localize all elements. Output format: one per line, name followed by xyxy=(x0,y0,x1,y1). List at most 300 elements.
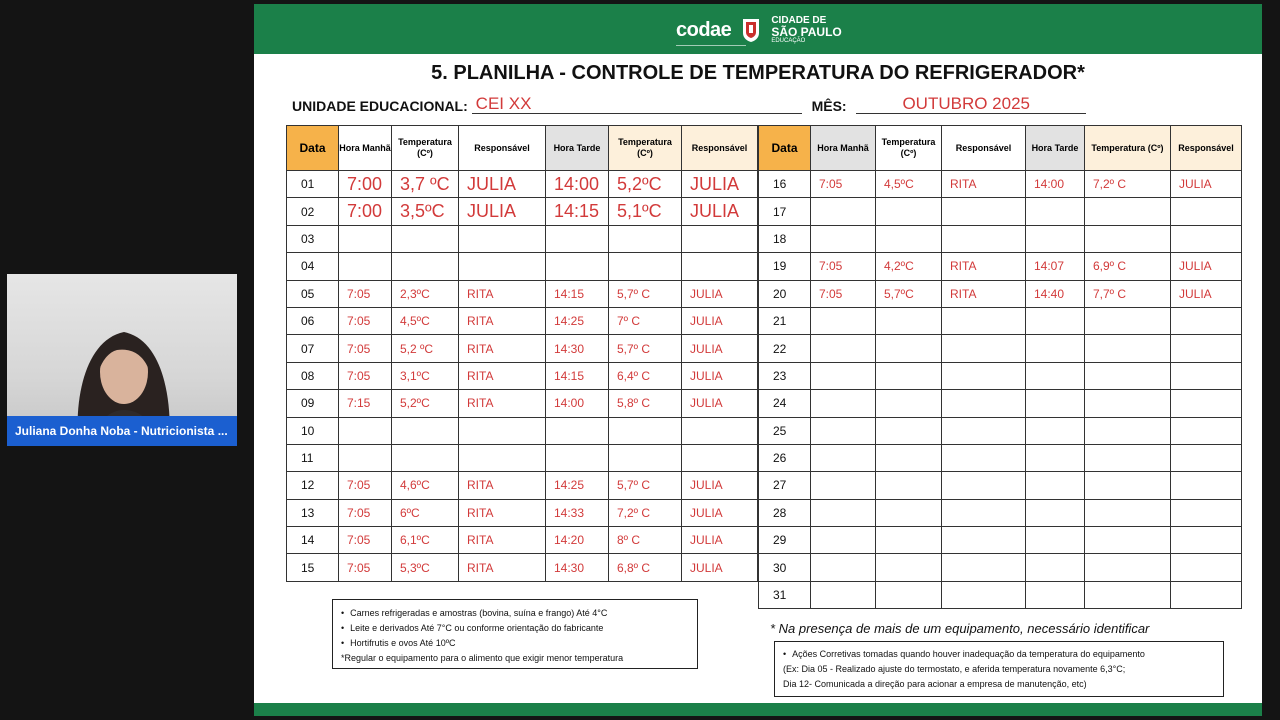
handwritten-entry xyxy=(1171,369,1179,383)
handwritten-entry: 6,8º C xyxy=(617,560,651,575)
handwritten-entry xyxy=(1026,314,1034,328)
handwritten-entry: 2,3ºC xyxy=(400,286,430,301)
cell-day: 30 xyxy=(759,554,811,581)
handwritten-entry: 6,9º C xyxy=(1093,259,1127,274)
cell-responsavel-tarde xyxy=(1171,335,1242,362)
handwritten-entry xyxy=(459,259,467,273)
participant-name-tag: Juliana Donha Noba - Nutricionista ... xyxy=(7,416,237,446)
cell-responsavel-manha xyxy=(942,171,1026,198)
cell-hora-manha xyxy=(811,253,876,280)
cell-responsavel-tarde xyxy=(1171,390,1242,417)
col-responsavel-manha: Responsável xyxy=(942,126,1026,171)
cell-hora-tarde xyxy=(546,472,609,499)
cell-temperatura-manha xyxy=(876,417,942,444)
handwritten-entry: 5,3ºC xyxy=(400,560,430,575)
legend-item: • Leite e derivados Até 7°C ou conforme orientação do fabricante xyxy=(341,621,689,636)
cell-day: 23 xyxy=(759,362,811,389)
handwritten-entry xyxy=(609,451,617,465)
handwritten-entry: 7:05 xyxy=(347,560,371,575)
unit-value: CEI XX xyxy=(475,94,532,113)
col-data: Data xyxy=(759,126,811,171)
cell-responsavel-tarde xyxy=(682,527,758,554)
handwritten-entry: 7:05 xyxy=(347,314,371,329)
handwritten-entry: JULIA xyxy=(690,533,723,548)
cell-hora-manha xyxy=(811,527,876,554)
cell-responsavel-tarde xyxy=(1171,253,1242,280)
handwritten-entry xyxy=(876,561,884,575)
handwritten-entry: 6,4º C xyxy=(617,368,651,383)
cell-responsavel-manha xyxy=(459,198,546,225)
handwritten-entry: 3,1ºC xyxy=(400,368,430,383)
cell-hora-manha xyxy=(811,171,876,198)
handwritten-entry: 5,2ºC xyxy=(617,173,662,194)
cell-temperatura-tarde xyxy=(609,390,682,417)
cell-hora-tarde xyxy=(546,335,609,362)
handwritten-entry xyxy=(942,451,950,465)
handwritten-entry: 7:05 xyxy=(347,368,371,383)
handwritten-entry xyxy=(876,451,884,465)
handwritten-entry: 5,7ºC xyxy=(884,286,914,301)
cell-hora-manha xyxy=(339,362,392,389)
cell-hora-tarde xyxy=(1026,307,1085,334)
cell-hora-tarde xyxy=(546,253,609,280)
handwritten-entry: RITA xyxy=(467,396,494,411)
handwritten-entry xyxy=(1171,451,1179,465)
cell-temperatura-tarde xyxy=(1085,225,1171,252)
cell-day: 12 xyxy=(287,472,339,499)
cell-responsavel-manha xyxy=(942,472,1026,499)
cell-responsavel-manha xyxy=(942,198,1026,225)
cell-hora-manha xyxy=(339,171,392,198)
codae-logo-underline xyxy=(676,45,746,48)
handwritten-entry: 7:05 xyxy=(347,341,371,356)
cell-temperatura-tarde xyxy=(609,499,682,526)
handwritten-entry: 14:15 xyxy=(554,368,585,383)
col-hora-manha: Hora Manhã xyxy=(339,126,392,171)
handwritten-entry: JULIA xyxy=(690,478,723,493)
cell-day: 18 xyxy=(759,225,811,252)
cell-temperatura-tarde xyxy=(609,362,682,389)
handwritten-entry: JULIA xyxy=(690,505,723,520)
handwritten-entry: 5,7º C xyxy=(617,478,651,493)
handwritten-entry xyxy=(682,451,690,465)
cell-temperatura-manha xyxy=(392,225,459,252)
cell-temperatura-tarde xyxy=(609,527,682,554)
handwritten-entry xyxy=(811,424,819,438)
handwritten-entry xyxy=(609,259,617,273)
handwritten-entry: JULIA xyxy=(690,173,740,194)
handwritten-entry xyxy=(942,232,950,246)
cell-day: 06 xyxy=(287,307,339,334)
handwritten-entry xyxy=(1026,369,1034,383)
cell-temperatura-tarde xyxy=(1085,280,1171,307)
cell-hora-tarde xyxy=(546,417,609,444)
handwritten-entry xyxy=(459,424,467,438)
handwritten-entry xyxy=(942,424,950,438)
col-responsavel-tarde: Responsável xyxy=(682,126,758,171)
col-temperatura-tarde: Temperatura (Cº) xyxy=(1085,126,1171,171)
cell-temperatura-tarde xyxy=(609,307,682,334)
cell-temperatura-manha xyxy=(876,390,942,417)
handwritten-entry xyxy=(811,478,819,492)
cell-responsavel-manha xyxy=(459,390,546,417)
handwritten-entry xyxy=(1171,561,1179,575)
handwritten-entry: 4,6ºC xyxy=(400,478,430,493)
cell-temperatura-tarde xyxy=(1085,444,1171,471)
cell-temperatura-manha xyxy=(392,417,459,444)
handwritten-entry: JULIA xyxy=(1179,286,1212,301)
cell-hora-tarde xyxy=(1026,554,1085,581)
document-header-bar xyxy=(254,4,1262,54)
cell-responsavel-manha xyxy=(459,171,546,198)
cell-hora-manha xyxy=(811,390,876,417)
cell-hora-manha xyxy=(811,554,876,581)
handwritten-entry xyxy=(1085,533,1093,547)
handwritten-entry xyxy=(1171,396,1179,410)
handwritten-entry xyxy=(1085,561,1093,575)
handwritten-entry xyxy=(876,396,884,410)
cell-hora-manha xyxy=(811,198,876,225)
handwritten-entry: RITA xyxy=(467,368,494,383)
cell-responsavel-manha xyxy=(942,307,1026,334)
handwritten-entry xyxy=(1026,533,1034,547)
handwritten-entry: JULIA xyxy=(690,368,723,383)
cell-hora-manha xyxy=(339,280,392,307)
cell-day: 07 xyxy=(287,335,339,362)
handwritten-entry: RITA xyxy=(467,478,494,493)
cell-temperatura-manha xyxy=(392,499,459,526)
handwritten-entry xyxy=(1171,478,1179,492)
table-row xyxy=(287,472,758,499)
handwritten-entry xyxy=(1085,396,1093,410)
table-row xyxy=(287,554,758,581)
cell-day: 27 xyxy=(759,472,811,499)
cell-responsavel-manha xyxy=(459,472,546,499)
unit-field xyxy=(472,94,802,114)
cell-hora-tarde xyxy=(1026,198,1085,225)
handwritten-entry xyxy=(1171,506,1179,520)
table-row xyxy=(287,527,758,554)
table-row xyxy=(759,362,1242,389)
cell-hora-tarde xyxy=(546,554,609,581)
cell-hora-tarde xyxy=(546,225,609,252)
cell-hora-tarde xyxy=(1026,417,1085,444)
handwritten-entry xyxy=(1085,506,1093,520)
cell-responsavel-manha xyxy=(942,499,1026,526)
cell-responsavel-tarde xyxy=(682,307,758,334)
col-responsavel-tarde: Responsável xyxy=(1171,126,1242,171)
cell-hora-tarde xyxy=(1026,499,1085,526)
cell-hora-tarde xyxy=(546,171,609,198)
handwritten-entry: 14:15 xyxy=(554,201,600,222)
temperature-table-left xyxy=(286,125,758,582)
cell-temperatura-tarde xyxy=(1085,581,1171,608)
cell-responsavel-tarde xyxy=(682,225,758,252)
handwritten-entry xyxy=(1085,232,1093,246)
cell-responsavel-tarde xyxy=(682,171,758,198)
table-row xyxy=(287,280,758,307)
month-label: MÊS: xyxy=(811,98,847,114)
handwritten-entry xyxy=(942,205,950,219)
handwritten-entry: 4,5ºC xyxy=(400,314,430,329)
handwritten-entry xyxy=(1026,478,1034,492)
cell-responsavel-tarde xyxy=(1171,554,1242,581)
handwritten-entry: 14:25 xyxy=(554,478,585,493)
handwritten-entry: 7º C xyxy=(617,314,641,329)
handwritten-entry xyxy=(1171,588,1179,602)
cell-temperatura-manha xyxy=(876,362,942,389)
handwritten-entry xyxy=(1171,342,1179,356)
cell-temperatura-tarde xyxy=(1085,253,1171,280)
cell-temperatura-tarde xyxy=(1085,390,1171,417)
legend-item: • Hortifrutis e ovos Até 10ºC xyxy=(341,636,689,651)
cell-responsavel-manha xyxy=(459,362,546,389)
handwritten-entry xyxy=(339,232,347,246)
handwritten-entry xyxy=(339,424,347,438)
handwritten-entry xyxy=(1085,478,1093,492)
col-data: Data xyxy=(287,126,339,171)
cell-hora-manha xyxy=(811,280,876,307)
cell-hora-tarde xyxy=(546,499,609,526)
col-temperatura-manha: Temperatura (Cº) xyxy=(876,126,942,171)
cell-hora-manha xyxy=(339,472,392,499)
cell-responsavel-tarde xyxy=(1171,362,1242,389)
cell-hora-manha xyxy=(339,198,392,225)
city-seal-icon xyxy=(741,17,761,43)
handwritten-entry xyxy=(1171,205,1179,219)
cell-temperatura-tarde xyxy=(609,554,682,581)
handwritten-entry: 7:05 xyxy=(819,286,843,301)
cell-hora-tarde xyxy=(546,307,609,334)
handwritten-entry xyxy=(1026,342,1034,356)
cell-day: 24 xyxy=(759,390,811,417)
cell-hora-manha xyxy=(811,581,876,608)
handwritten-entry xyxy=(682,424,690,438)
handwritten-entry: JULIA xyxy=(690,341,723,356)
handwritten-entry: JULIA xyxy=(467,173,517,194)
handwritten-entry xyxy=(876,342,884,356)
handwritten-entry xyxy=(609,232,617,246)
cell-day: 17 xyxy=(759,198,811,225)
handwritten-entry xyxy=(1085,369,1093,383)
handwritten-entry xyxy=(876,424,884,438)
cell-hora-manha xyxy=(811,499,876,526)
shared-document xyxy=(254,4,1262,716)
cell-day: 29 xyxy=(759,527,811,554)
handwritten-entry: RITA xyxy=(467,533,494,548)
cell-temperatura-manha xyxy=(876,554,942,581)
handwritten-entry: RITA xyxy=(467,505,494,520)
table-row xyxy=(759,581,1242,608)
cell-temperatura-manha xyxy=(392,444,459,471)
handwritten-entry: RITA xyxy=(467,341,494,356)
cell-responsavel-tarde xyxy=(1171,527,1242,554)
table-row xyxy=(759,554,1242,581)
cell-temperatura-tarde xyxy=(609,417,682,444)
handwritten-entry: 14:00 xyxy=(554,173,600,194)
handwritten-entry: JULIA xyxy=(690,314,723,329)
handwritten-entry: 7:00 xyxy=(347,201,383,222)
cell-hora-manha xyxy=(339,499,392,526)
col-hora-tarde: Hora Tarde xyxy=(1026,126,1085,171)
cell-responsavel-manha xyxy=(942,554,1026,581)
cell-temperatura-tarde xyxy=(1085,499,1171,526)
handwritten-entry xyxy=(459,232,467,246)
handwritten-entry: JULIA xyxy=(690,560,723,575)
cell-temperatura-manha xyxy=(876,253,942,280)
handwritten-entry xyxy=(1085,205,1093,219)
col-hora-manha: Hora Manhã xyxy=(811,126,876,171)
handwritten-entry: JULIA xyxy=(467,201,517,222)
cell-temperatura-manha xyxy=(876,225,942,252)
handwritten-entry: 7:05 xyxy=(819,177,843,192)
cell-responsavel-manha xyxy=(942,527,1026,554)
cell-temperatura-manha xyxy=(392,253,459,280)
handwritten-entry: JULIA xyxy=(690,286,723,301)
col-temperatura-manha: Temperatura (Cº) xyxy=(392,126,459,171)
cell-day: 09 xyxy=(287,390,339,417)
cell-responsavel-manha xyxy=(942,253,1026,280)
corrective-line: (Ex: Dia 05 - Realizado ajuste do termostato, e aferida temperatura novamente 6,3°C; xyxy=(783,664,1126,674)
handwritten-entry xyxy=(876,533,884,547)
cell-temperatura-manha xyxy=(876,472,942,499)
handwritten-entry xyxy=(1085,588,1093,602)
handwritten-entry xyxy=(1171,424,1179,438)
cell-temperatura-manha xyxy=(392,472,459,499)
handwritten-entry xyxy=(811,232,819,246)
handwritten-entry xyxy=(546,451,554,465)
handwritten-entry: 14:15 xyxy=(554,286,585,301)
cell-day: 02 xyxy=(287,198,339,225)
handwritten-entry: JULIA xyxy=(690,396,723,411)
handwritten-entry xyxy=(546,232,554,246)
handwritten-entry xyxy=(876,478,884,492)
handwritten-entry: RITA xyxy=(467,286,494,301)
table-row xyxy=(287,198,758,225)
handwritten-entry xyxy=(811,205,819,219)
handwritten-entry xyxy=(876,588,884,602)
cell-responsavel-manha xyxy=(942,444,1026,471)
cell-hora-manha xyxy=(339,335,392,362)
cell-responsavel-tarde xyxy=(1171,444,1242,471)
table-row xyxy=(759,417,1242,444)
table-row xyxy=(287,307,758,334)
cell-responsavel-manha xyxy=(459,280,546,307)
table-row xyxy=(287,362,758,389)
cell-day: 05 xyxy=(287,280,339,307)
corrective-line: • Ações Corretivas tomadas quando houver inadequação da temperatura do equipamento xyxy=(783,647,1215,662)
cell-responsavel-tarde xyxy=(1171,307,1242,334)
cell-temperatura-manha xyxy=(876,335,942,362)
cell-responsavel-tarde xyxy=(682,335,758,362)
cell-responsavel-tarde xyxy=(682,472,758,499)
unit-month-line xyxy=(292,94,1086,114)
handwritten-entry xyxy=(811,342,819,356)
handwritten-entry xyxy=(392,451,400,465)
handwritten-entry xyxy=(942,561,950,575)
col-temperatura-tarde: Temperatura (Cº) xyxy=(609,126,682,171)
handwritten-entry xyxy=(876,205,884,219)
cell-responsavel-tarde xyxy=(682,499,758,526)
handwritten-entry: 7:05 xyxy=(347,478,371,493)
cell-temperatura-manha xyxy=(876,171,942,198)
cell-temperatura-tarde xyxy=(609,280,682,307)
handwritten-entry: 14:33 xyxy=(554,505,585,520)
handwritten-entry: 5,1ºC xyxy=(617,201,662,222)
handwritten-entry xyxy=(339,451,347,465)
cell-responsavel-manha xyxy=(942,417,1026,444)
handwritten-entry xyxy=(942,506,950,520)
logo-area xyxy=(676,14,842,46)
cell-hora-manha xyxy=(339,390,392,417)
cell-temperatura-manha xyxy=(392,280,459,307)
cell-responsavel-tarde xyxy=(682,198,758,225)
table-row xyxy=(759,335,1242,362)
cell-hora-manha xyxy=(811,335,876,362)
cell-hora-tarde xyxy=(1026,280,1085,307)
handwritten-entry xyxy=(942,314,950,328)
cell-temperatura-tarde xyxy=(609,335,682,362)
cell-responsavel-manha xyxy=(942,280,1026,307)
table-row xyxy=(287,171,758,198)
handwritten-entry: 14:20 xyxy=(554,533,585,548)
handwritten-entry xyxy=(811,396,819,410)
handwritten-entry xyxy=(1171,314,1179,328)
handwritten-entry xyxy=(1085,451,1093,465)
handwritten-entry: 7:05 xyxy=(347,505,371,520)
cell-temperatura-tarde xyxy=(609,198,682,225)
cell-responsavel-manha xyxy=(459,527,546,554)
cell-responsavel-manha xyxy=(459,417,546,444)
handwritten-entry xyxy=(1026,205,1034,219)
handwritten-entry: RITA xyxy=(950,177,977,192)
participant-video-tile[interactable] xyxy=(7,274,237,446)
corrective-line: Dia 12- Comunicada a direção para acionar a empresa de manutenção, etc) xyxy=(783,679,1087,689)
month-value: OUTUBRO 2025 xyxy=(902,94,1030,113)
handwritten-entry: RITA xyxy=(950,286,977,301)
cell-hora-manha xyxy=(811,362,876,389)
cell-temperatura-tarde xyxy=(1085,472,1171,499)
handwritten-entry xyxy=(546,424,554,438)
cell-hora-tarde xyxy=(1026,444,1085,471)
cell-hora-manha xyxy=(811,307,876,334)
cell-responsavel-tarde xyxy=(1171,581,1242,608)
cell-responsavel-manha xyxy=(459,307,546,334)
handwritten-entry: 6ºC xyxy=(400,505,420,520)
cell-hora-tarde xyxy=(546,444,609,471)
handwritten-entry xyxy=(811,314,819,328)
legend-footer: *Regular o equipamento para o alimento que exigir menor temperatura xyxy=(341,653,624,663)
handwritten-entry: 3,5ºC xyxy=(400,201,445,222)
table-row xyxy=(759,171,1242,198)
corrective-actions-box xyxy=(774,641,1224,697)
handwritten-entry xyxy=(876,369,884,383)
handwritten-entry xyxy=(811,369,819,383)
cell-hora-manha xyxy=(339,307,392,334)
cell-hora-manha xyxy=(339,444,392,471)
cell-hora-manha xyxy=(339,554,392,581)
cell-hora-tarde xyxy=(1026,171,1085,198)
cell-hora-tarde xyxy=(546,390,609,417)
equipment-note: * Na presença de mais de um equipamento, necessário identificar xyxy=(770,621,1150,636)
cell-hora-tarde xyxy=(1026,225,1085,252)
cell-hora-manha xyxy=(339,527,392,554)
handwritten-entry: 6,1ºC xyxy=(400,533,430,548)
handwritten-entry: 5,8º C xyxy=(617,396,651,411)
handwritten-entry xyxy=(1026,561,1034,575)
cell-temperatura-manha xyxy=(876,280,942,307)
cell-hora-manha xyxy=(811,225,876,252)
